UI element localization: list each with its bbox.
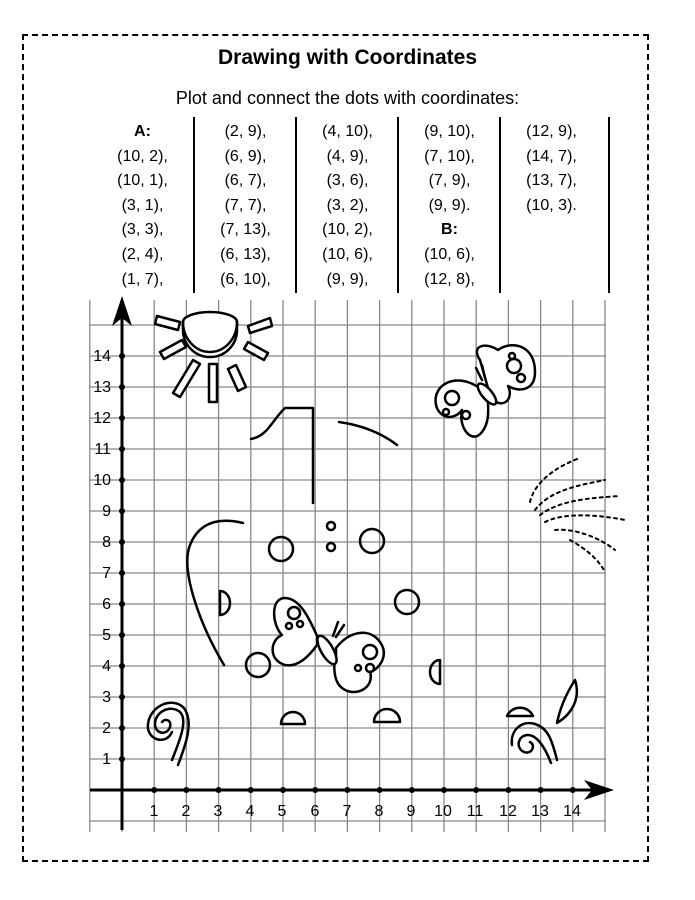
coord-entry: (7, 9), — [428, 172, 471, 190]
coord-entry: (4, 9), — [326, 147, 369, 165]
x-tick-label: 11 — [466, 803, 484, 820]
coord-entry: (3, 6), — [326, 172, 369, 190]
x-axis-tick — [216, 787, 222, 793]
coord-entry: (6, 13), — [220, 245, 271, 263]
y-axis-tick — [119, 632, 125, 638]
y-tick-label: 14 — [93, 348, 111, 365]
coord-entry: (7, 13), — [220, 221, 271, 239]
x-axis-tick — [505, 787, 511, 793]
sprout-icon — [507, 680, 577, 763]
x-axis-tick — [280, 787, 286, 793]
butterfly-icon — [273, 598, 384, 692]
coord-entry: (10, 6), — [322, 245, 373, 263]
x-tick-label: 14 — [563, 803, 581, 820]
x-tick-label: 13 — [531, 803, 549, 820]
x-tick-label: 2 — [181, 803, 191, 820]
y-tick-label: 8 — [102, 534, 111, 551]
coord-entry: (1, 7), — [121, 270, 164, 288]
y-tick-label: 3 — [102, 689, 111, 706]
y-axis-tick — [119, 570, 125, 576]
y-axis-tick — [119, 446, 125, 452]
x-tick-label: 12 — [499, 803, 517, 820]
wind-lines-icon — [530, 458, 625, 570]
x-tick-label: 6 — [310, 803, 320, 820]
x-tick-label: 10 — [434, 803, 452, 820]
x-tick-label: 9 — [406, 803, 416, 820]
coord-entry: (9, 9). — [428, 196, 471, 214]
y-tick-label: 11 — [94, 441, 111, 458]
y-axis-tick — [119, 694, 125, 700]
coord-entry: B: — [441, 221, 458, 239]
coord-entry: (4, 10), — [322, 123, 373, 140]
coord-entry: (6, 9), — [224, 147, 267, 165]
x-axis-tick — [377, 787, 383, 793]
y-axis-tick — [119, 384, 125, 390]
sun-icon — [155, 312, 272, 402]
y-tick-label: 2 — [102, 720, 111, 737]
x-tick-label: 5 — [277, 803, 287, 820]
y-axis-tick — [119, 508, 125, 514]
x-axis-tick — [570, 787, 576, 793]
y-tick-label: 6 — [102, 596, 111, 613]
y-tick-label: 5 — [102, 627, 111, 644]
x-axis-tick — [248, 787, 254, 793]
coord-entry: (10, 2), — [117, 147, 168, 165]
coord-entry: (7, 10), — [424, 147, 475, 165]
coord-entry: (9, 10), — [424, 123, 475, 140]
coord-entry: (12, 8), — [424, 270, 475, 288]
coord-entry: (12, 9), — [526, 123, 577, 140]
coord-entry: (6, 10), — [220, 270, 271, 288]
y-tick-labels — [93, 348, 111, 768]
y-tick-label: 12 — [93, 410, 111, 427]
x-tick-label: 8 — [374, 803, 384, 820]
y-axis-tick — [119, 539, 125, 545]
x-axis-tick — [409, 787, 415, 793]
dots-decoration — [220, 522, 440, 724]
y-tick-label: 7 — [102, 565, 111, 582]
x-axis-tick — [538, 787, 544, 793]
x-tick-label: 3 — [213, 803, 223, 820]
y-axis-tick — [119, 601, 125, 607]
x-tick-label: 7 — [342, 803, 352, 820]
x-axis-tick — [183, 787, 189, 793]
page-title: Drawing with Coordinates — [217, 46, 477, 69]
coord-entry: (3, 2), — [326, 196, 369, 214]
y-axis-tick — [119, 353, 125, 359]
x-tick-label: 4 — [245, 803, 255, 820]
coord-entry: A: — [134, 123, 151, 140]
coord-entry: (10, 6), — [424, 245, 475, 263]
coord-entry: (6, 7), — [224, 172, 267, 190]
coord-entry: (14, 7), — [526, 147, 577, 165]
coord-entry: (10, 1), — [117, 172, 168, 190]
y-tick-label: 13 — [93, 379, 111, 396]
x-axis-tick — [151, 787, 157, 793]
coord-entry: (7, 7), — [224, 196, 267, 214]
y-axis-tick — [119, 477, 125, 483]
coord-entry: (13, 7), — [526, 172, 577, 190]
coord-entry: (10, 2), — [322, 221, 373, 239]
instruction-text: Plot and connect the dots with coordinates: — [175, 88, 520, 108]
y-tick-label: 4 — [102, 658, 111, 675]
y-tick-label: 9 — [102, 503, 111, 520]
x-axis-tick — [441, 787, 447, 793]
y-axis-tick — [119, 725, 125, 731]
coord-entry: (2, 9), — [224, 123, 267, 140]
coord-entry: (2, 4), — [121, 245, 164, 263]
coord-entry: (10, 3). — [526, 196, 577, 214]
y-axis-tick — [119, 663, 125, 669]
coord-entry: (9, 9), — [326, 270, 369, 288]
coord-entry: (3, 1), — [121, 196, 164, 214]
y-axis-tick — [119, 756, 125, 762]
butterfly-icon — [436, 345, 535, 436]
y-axis-tick — [119, 415, 125, 421]
coord-entry: (3, 3), — [121, 221, 164, 239]
x-axis-tick — [312, 787, 318, 793]
y-tick-label: 1 — [102, 751, 111, 768]
x-axis-tick — [344, 787, 350, 793]
x-axis-tick — [473, 787, 479, 793]
x-tick-label: 1 — [149, 803, 159, 820]
x-tick-labels — [150, 803, 581, 820]
y-tick-label: 10 — [93, 472, 111, 489]
